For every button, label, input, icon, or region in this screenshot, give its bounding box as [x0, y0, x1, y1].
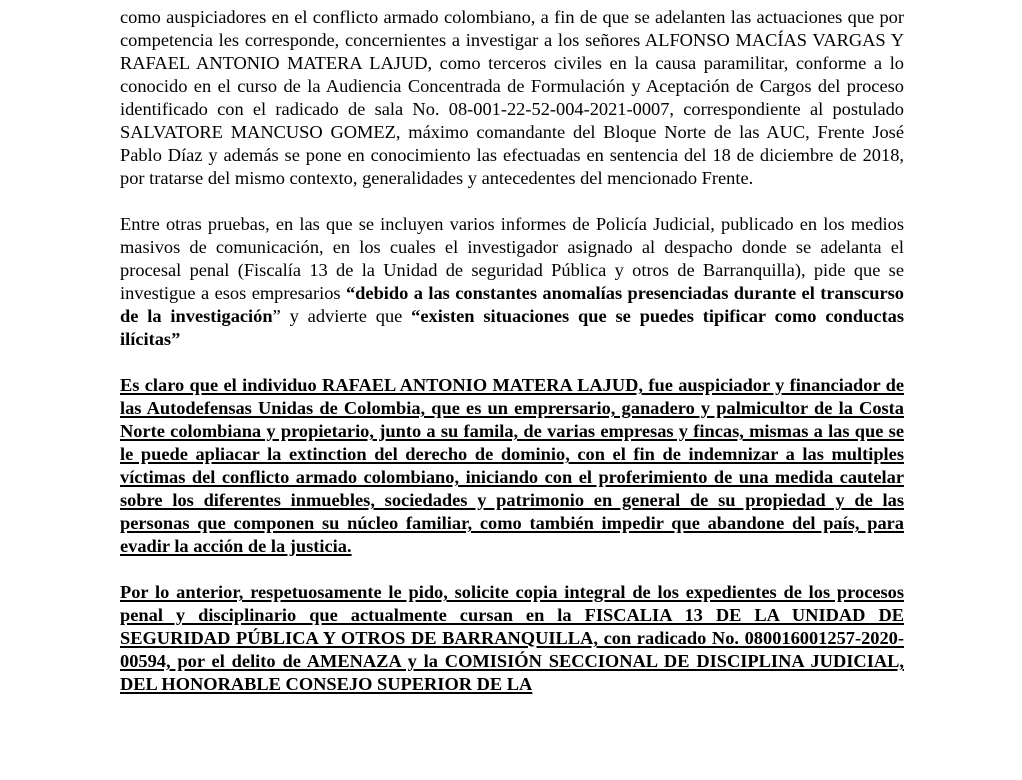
paragraph-2-quote-1: “debido a las constantes anomalías presenciadas durante el transcurso de la investigación — [120, 283, 904, 326]
document-body — [120, 6, 904, 719]
paragraph-2-quote-2: “existen situaciones que se puedes tipificar como conductas ilícitas” — [120, 306, 904, 349]
paragraph-2-text-2: ” y advierte que — [272, 306, 412, 326]
paragraph-3: Es claro que el individuo RAFAEL ANTONIO MATERA LAJUD, fue auspiciador y financiador de las Autodefensas Unidas de Colombia, que es un emprersario, ganadero y palmicultor de la Costa Norte colombiana y propietario, junto a su famila, de varias empresas y fincas, mismas a las que se le puede apliacar la extinction del derecho de dominio, con el fin de indemnizar a las multiples víctimas del conflicto armado colombiano, iniciando con el proferimiento de una medida cautelar sobre los diferentes inmuebles, sociedades y patrimonio en general de su propiedad y de las personas que componen su núcleo familiar, como también impedir que abandone del país, para evadir la acción de la justicia. — [120, 375, 904, 556]
paragraph-1: como auspiciadores en el conflicto armado colombiano, a fin de que se adelanten las actuaciones que por competencia les corresponde, concernientes a investigar a los señores ALFONSO MACÍAS VARGAS Y RAFAEL ANTONIO MATERA LAJUD, como terceros civiles en la causa paramilitar, conforme a lo conocido en el curso de la Audiencia Concentrada de Formulación y Aceptación de Cargos del proceso identificado con el radicado de sala No. 08-001-22-52-004-2021-0007, correspondiente al postulado SALVATORE MANCUSO GOMEZ, máximo comandante del Bloque Norte de las AUC, Frente José Pablo Díaz y además se pone en conocimiento las efectuadas en sentencia del 18 de diciembre de 2018, por tratarse del mismo contexto, generalidades y antecedentes del mencionado Frente. — [120, 7, 904, 188]
paragraph-2-text-1: Entre otras pruebas, en las que se incluyen varios informes de Policía Judicial, publicado en los medios masivos de comunicación, en los cuales el investigador asignado al despacho donde se adelanta el procesal penal (Fiscalía 13 de la Unidad de seguridad Pública y otros de Barranquilla), pide que se investigue a esos empresarios — [120, 214, 904, 303]
paragraph-4: Por lo anterior, respetuosamente le pido, solicite copia integral de los expedientes de los procesos penal y disciplinario que actualmente cursan en la FISCALIA 13 DE LA UNIDAD DE SEGURIDAD PÚBLICA Y OTROS DE BARRANQUILLA, con radicado No. 080016001257-2020-00594, por el delito de AMENAZA y la COMISIÓN SECCIONAL DE DISCIPLINA JUDICIAL, DEL HONORABLE CONSEJO SUPERIOR DE LA — [120, 582, 904, 694]
paragraph-2 — [120, 213, 904, 351]
